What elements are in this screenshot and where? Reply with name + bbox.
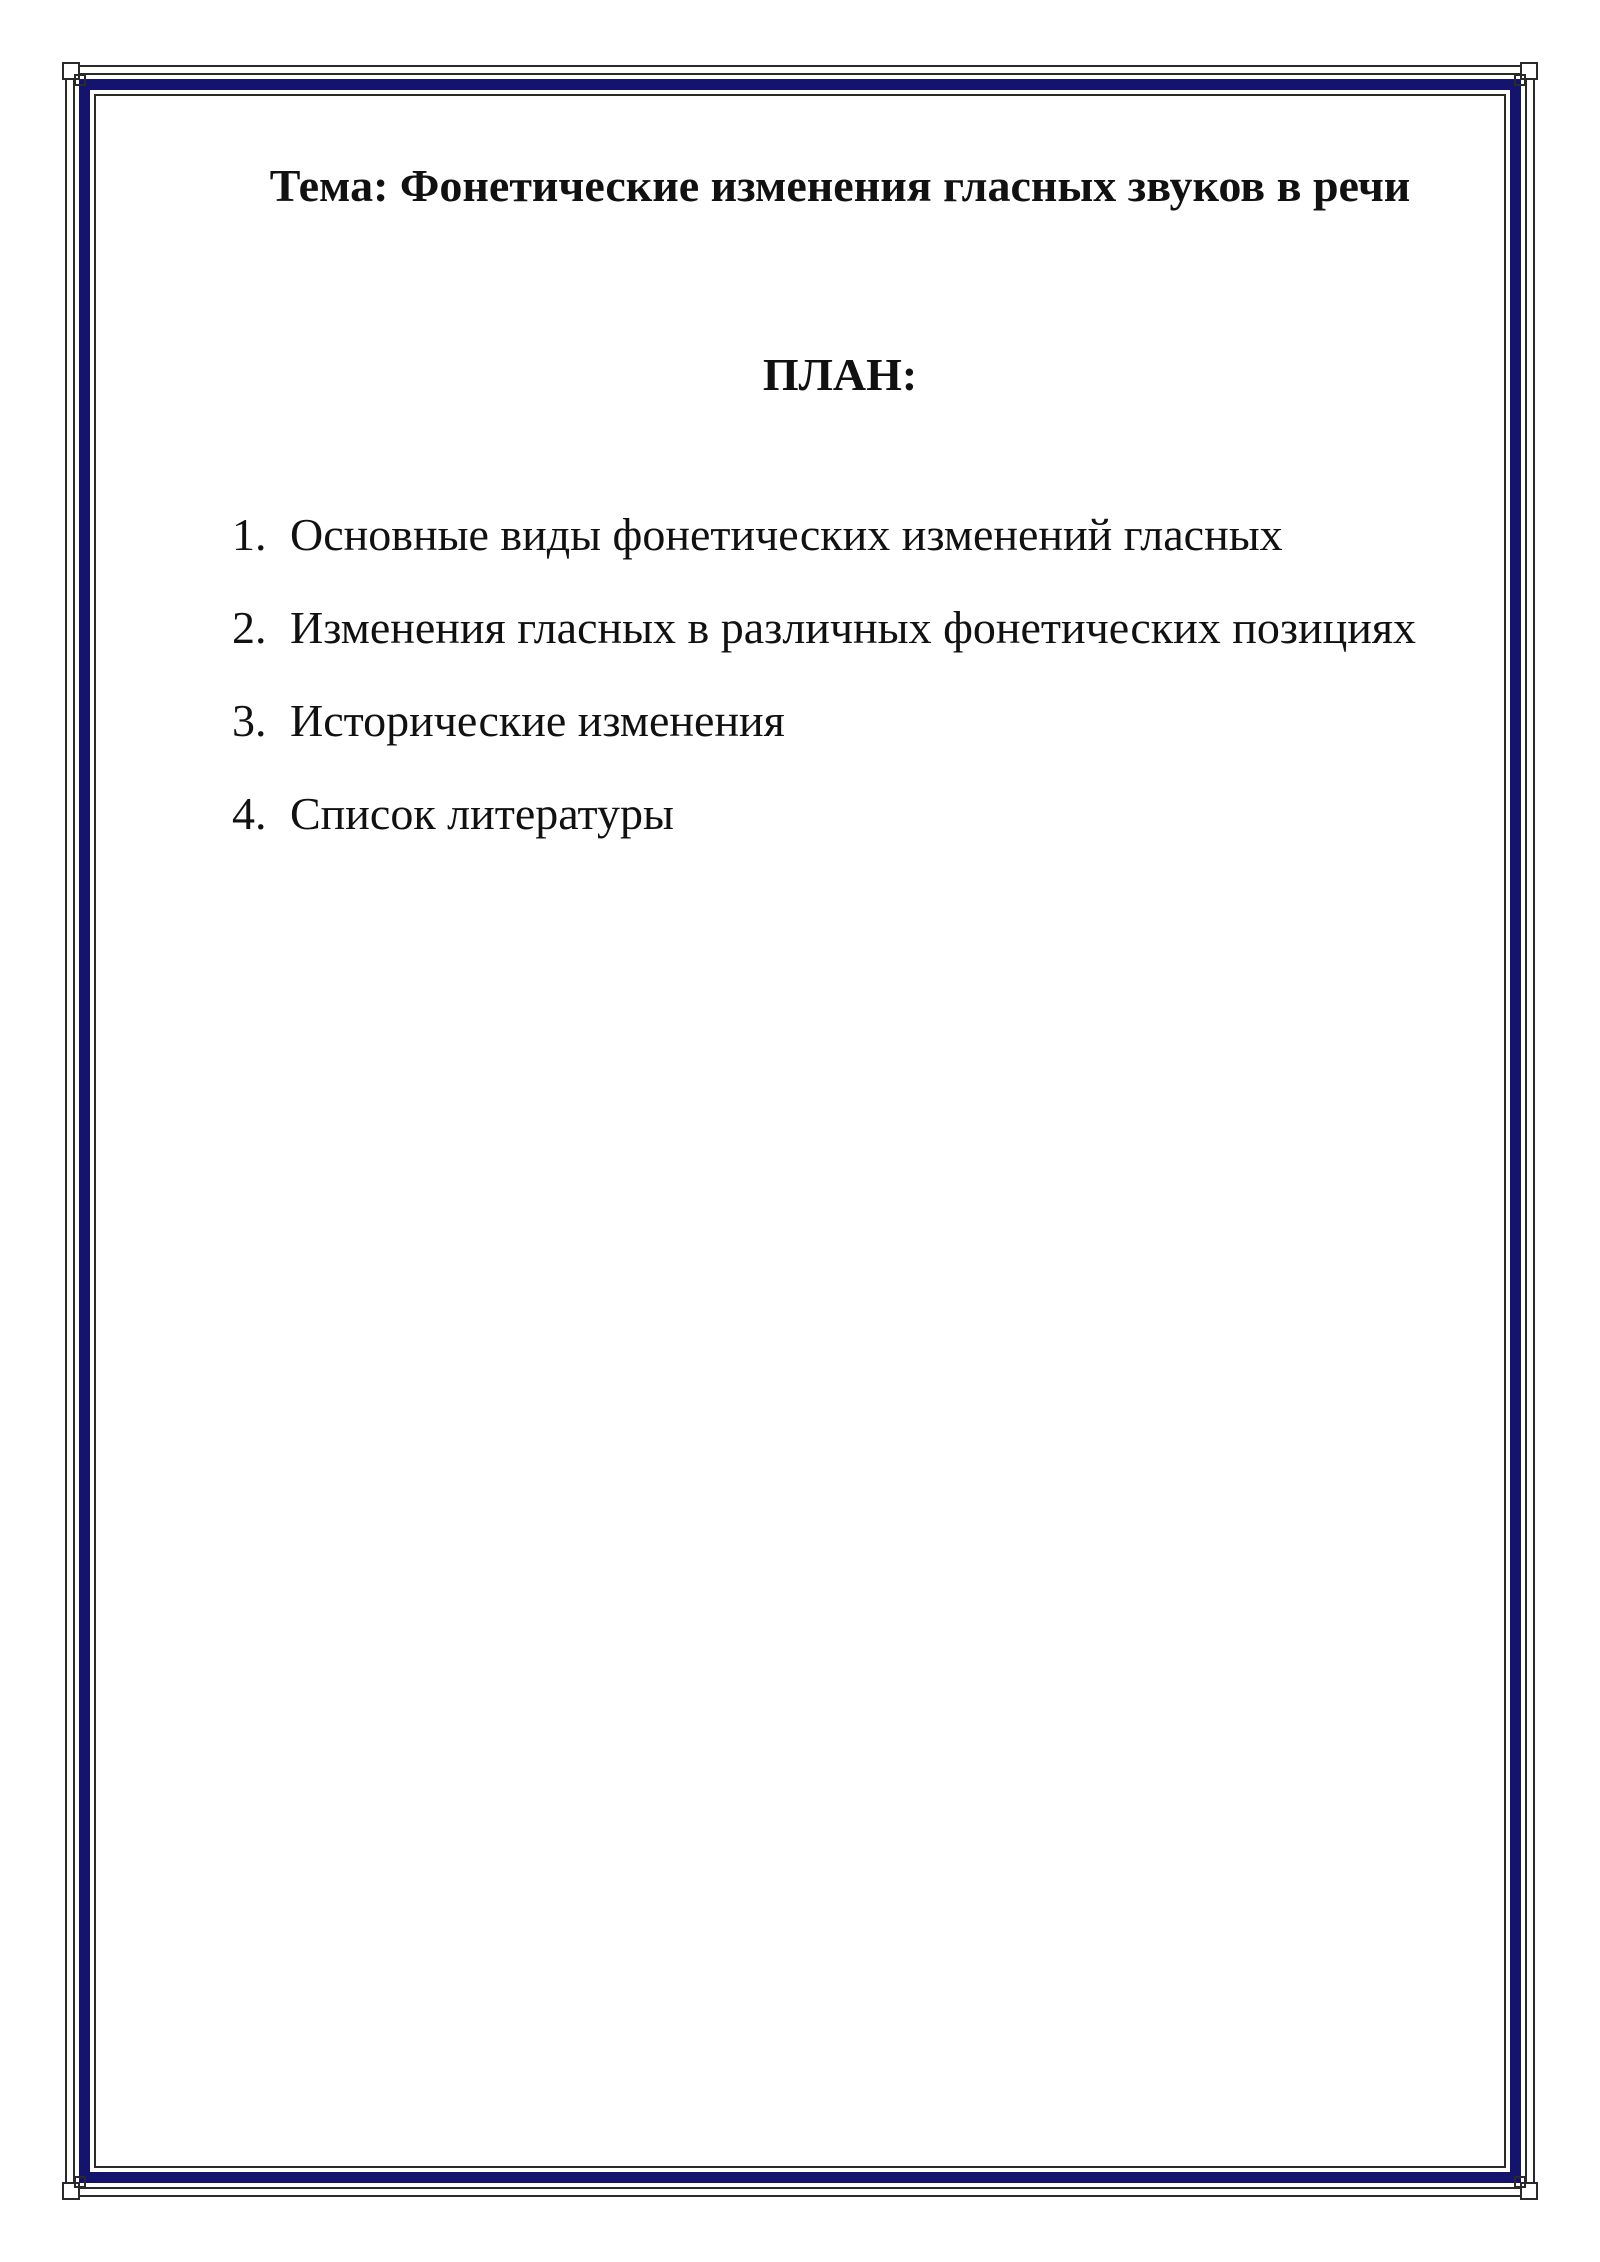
plan-item — [232, 767, 1492, 860]
plan-item-text: Изменения гласных в различных фонетических позициях — [290, 602, 1417, 653]
corner-ornament-top-left — [62, 62, 92, 92]
plan-item-text: Основные виды фонетических изменений гласных — [290, 509, 1283, 560]
corner-ornament-top-right — [1508, 62, 1538, 92]
plan-item-text: Список литературы — [290, 788, 674, 839]
plan-item-number: 3. — [232, 695, 267, 746]
corner-ornament-bottom-right — [1508, 2170, 1538, 2200]
plan-item-text: Исторические изменения — [290, 695, 785, 746]
plan-item — [232, 674, 1492, 767]
plan-item-number: 1. — [232, 509, 267, 560]
page-border-inner — [94, 94, 1506, 2168]
document-title: Тема: Фонетические изменения гласных звуков в речи — [269, 160, 1411, 211]
plan-list — [232, 488, 1492, 860]
plan-item-number: 4. — [232, 788, 267, 839]
plan-item — [232, 581, 1492, 674]
corner-ornament-bottom-left — [62, 2170, 92, 2200]
plan-item — [232, 488, 1492, 581]
plan-heading: ПЛАН: — [762, 349, 918, 400]
plan-item-number: 2. — [232, 602, 267, 653]
